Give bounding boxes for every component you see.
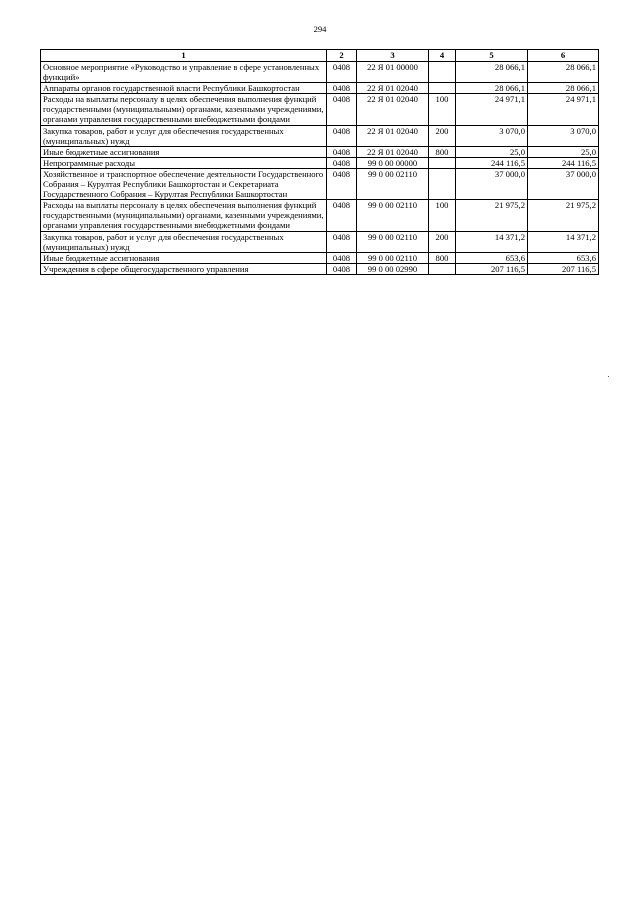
row-amount-col5: 14 371,2 [456,231,528,252]
row-amount-col6: 207 116,5 [528,263,599,274]
table-row [41,200,599,231]
row-amount-col6: 21 975,2 [528,200,599,231]
table-row [41,62,599,83]
table-row [41,125,599,146]
row-expense-kind: 800 [429,252,456,263]
row-section-code: 0408 [327,252,357,263]
row-article-code: 22 Я 01 02040 [357,125,429,146]
column-header: 4 [429,50,456,62]
row-section-code: 0408 [327,263,357,274]
row-name: Непрограммные расходы [41,157,327,168]
row-article-code: 99 0 00 00000 [357,157,429,168]
row-amount-col6: 28 066,1 [528,62,599,83]
row-article-code: 99 0 00 02110 [357,252,429,263]
budget-table [40,49,599,275]
row-amount-col5: 244 116,5 [456,157,528,168]
row-amount-col6: 14 371,2 [528,231,599,252]
table-row [41,231,599,252]
row-amount-col6: 25,0 [528,146,599,157]
row-amount-col6: 28 066,1 [528,83,599,94]
row-amount-col6: 653,6 [528,252,599,263]
table-row [41,157,599,168]
column-header: 6 [528,50,599,62]
row-name: Учреждения в сфере общегосударственного управления [41,263,327,274]
row-name: Основное мероприятие «Руководство и управление в сфере установленных функций» [41,62,327,83]
row-article-code: 99 0 00 02110 [357,168,429,199]
row-amount-col5: 207 116,5 [456,263,528,274]
row-amount-col5: 21 975,2 [456,200,528,231]
page-number: 294 [313,24,327,34]
row-amount-col5: 3 070,0 [456,125,528,146]
row-section-code: 0408 [327,125,357,146]
row-article-code: 22 Я 01 02040 [357,146,429,157]
row-amount-col5: 24 971,1 [456,94,528,125]
row-name: Закупка товаров, работ и услуг для обеспечения государственных (муниципальных) нужд [41,125,327,146]
row-section-code: 0408 [327,168,357,199]
column-header: 5 [456,50,528,62]
row-name: Иные бюджетные ассигнования [41,252,327,263]
row-expense-kind [429,157,456,168]
column-header: 3 [357,50,429,62]
row-amount-col5: 28 066,1 [456,62,528,83]
row-amount-col5: 37 000,0 [456,168,528,199]
row-expense-kind: 200 [429,125,456,146]
row-section-code: 0408 [327,62,357,83]
row-section-code: 0408 [327,83,357,94]
row-amount-col6: 244 116,5 [528,157,599,168]
row-expense-kind [429,62,456,83]
row-expense-kind [429,168,456,199]
row-amount-col6: 3 070,0 [528,125,599,146]
row-amount-col5: 25,0 [456,146,528,157]
row-expense-kind [429,83,456,94]
row-name: Хозяйственное и транспортное обеспечение деятельности Государственного Собрания – Курултая Республики Башкортостан и Секретариата Государственного Собрания – Курултая Республики Башкортостан [41,168,327,199]
table-row [41,94,599,125]
row-name: Расходы на выплаты персоналу в целях обеспечения выполнения функций государственными (муниципальными) органами, казенными учреждениями, органами управления государственными внебюджетными фондами [41,200,327,231]
row-article-code: 99 0 00 02110 [357,231,429,252]
row-section-code: 0408 [327,146,357,157]
row-amount-col6: 24 971,1 [528,94,599,125]
column-header: 1 [41,50,327,62]
row-name: Иные бюджетные ассигнования [41,146,327,157]
table-row [41,146,599,157]
row-section-code: 0408 [327,157,357,168]
row-article-code: 22 Я 01 02040 [357,83,429,94]
row-name: Аппараты органов государственной власти Республики Башкортостан [41,83,327,94]
row-expense-kind: 100 [429,94,456,125]
row-article-code: 99 0 00 02990 [357,263,429,274]
table-row [41,252,599,263]
row-article-code: 22 Я 01 00000 [357,62,429,83]
row-article-code: 22 Я 01 02040 [357,94,429,125]
row-section-code: 0408 [327,94,357,125]
row-expense-kind: 200 [429,231,456,252]
table-row [41,168,599,199]
row-name: Расходы на выплаты персоналу в целях обеспечения выполнения функций государственными (муниципальными) органами, казенными учреждениями, органами управления государственными внебюджетными фондами [41,94,327,125]
row-amount-col5: 653,6 [456,252,528,263]
scan-speck [608,376,609,377]
row-expense-kind: 800 [429,146,456,157]
row-amount-col5: 28 066,1 [456,83,528,94]
row-amount-col6: 37 000,0 [528,168,599,199]
row-expense-kind [429,263,456,274]
row-expense-kind: 100 [429,200,456,231]
row-section-code: 0408 [327,200,357,231]
table-row [41,83,599,94]
row-section-code: 0408 [327,231,357,252]
column-header: 2 [327,50,357,62]
row-name: Закупка товаров, работ и услуг для обеспечения государственных (муниципальных) нужд [41,231,327,252]
row-article-code: 99 0 00 02110 [357,200,429,231]
table-header-row [41,50,599,62]
table-row [41,263,599,274]
